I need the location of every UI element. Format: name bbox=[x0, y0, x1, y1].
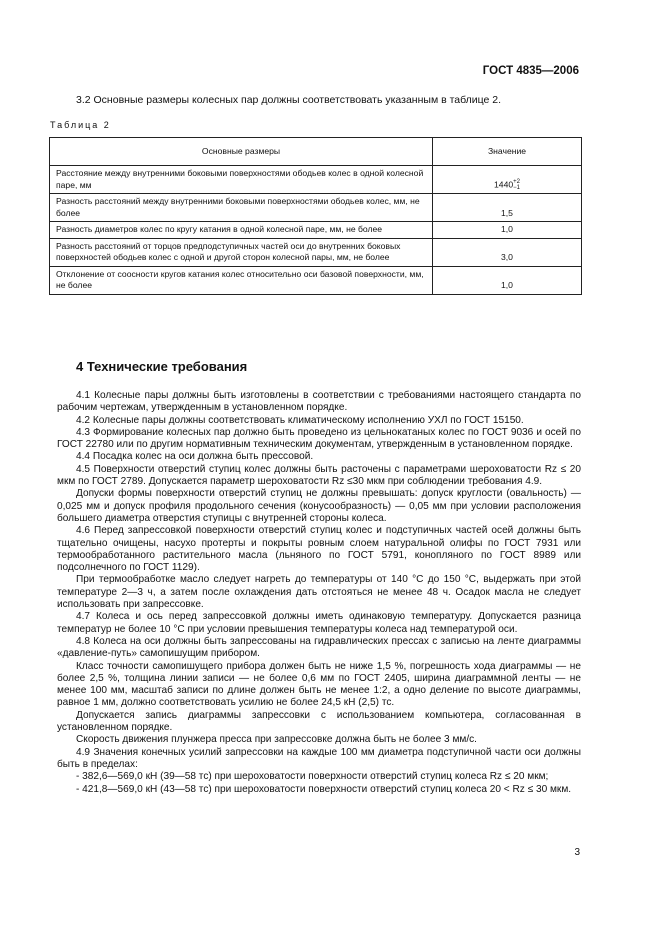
paragraph: Класс точности самопишущего прибора должен быть не ниже 1,5 %, погрешность хода диаграммы — не более 2,5 %, толщина линии записи — не более 0,6 мм по ГОСТ 2405, ширина диаграммной ленты — не менее 100 мм, масштаб записи по длине должен быть не менее 1:2, а одно деление по высоте диаграммы, равное 1 мм, должно соответствовать усилию не более 24,5 кН (2,5) тс. bbox=[57, 660, 581, 709]
table-row bbox=[50, 166, 582, 194]
paragraph: Допускается запись диаграммы запрессовки с использованием компьютера, согласованная в установленном порядке. bbox=[57, 709, 581, 734]
table-title: Таблица 2 bbox=[50, 120, 111, 130]
table-header-value: Значение bbox=[433, 138, 582, 166]
list-item: - 421,8—569,0 кН (43—58 тс) при шероховатости поверхности отверстий ступиц колеса 20 < Rz ≤ 30 мкм. bbox=[76, 783, 572, 795]
paragraph: 4.4 Посадка колес на оси должна быть прессовой. bbox=[76, 451, 314, 463]
page-number: 3 bbox=[574, 847, 580, 858]
table-cell-parameter: Разность диаметров колес по кругу катания в одной колесной паре, мм, не более bbox=[50, 222, 433, 239]
value-number: 1440 bbox=[494, 179, 514, 190]
paragraph: При термообработке масло следует нагреть до температуры от 140 °С до 150 °С, выдержать при этой температуре 2—3 ч, а затем после охлаждения дать отстояться не менее 48 ч. Осадок масла не следует использовать при запрессовке. bbox=[57, 574, 581, 611]
tolerance bbox=[513, 179, 520, 191]
table-cell-value: 3,0 bbox=[433, 238, 582, 266]
table-cell-parameter: Разность расстояний от торцов предподступичных частей оси до внутренних боковых поверхностей ободьев колес с одной и другой сторон колесной пары, мм, не более bbox=[50, 238, 433, 266]
table-row bbox=[50, 238, 582, 266]
paragraph: Допуски формы поверхности отверстий ступиц не должны превышать: допуск круглости (овальность) — 0,025 мм и допуск профиля продольного сечения (конусообразность) — 0,05 мм при условии расположения большего диаметра отверстия ступицы с внутренней стороны колеса. bbox=[57, 488, 581, 524]
paragraph: 4.1 Колесные пары должны быть изготовлены в соответствии с требованиями настоящего стандарта по рабочим чертежам, утвержденным в установленном порядке. bbox=[57, 390, 581, 414]
table-cell-value: 1,5 bbox=[433, 194, 582, 222]
table-row bbox=[50, 194, 582, 222]
table-cell-value bbox=[433, 166, 582, 194]
table-cell-parameter: Разность расстояний между внутренними боковыми поверхностями ободьев колес, мм, не более bbox=[50, 194, 433, 222]
list-item: - 382,6—569,0 кН (39—58 тс) при шероховатости поверхности отверстий ступиц колеса Rz ≤ 20 мкм; bbox=[76, 771, 549, 783]
paragraph: Скорость движения плунжера пресса при запрессовке должна быть не более 3 мм/с. bbox=[76, 734, 477, 746]
table-cell-value: 1,0 bbox=[433, 266, 582, 294]
table-cell-parameter: Расстояние между внутренними боковыми поверхностями ободьев колес в одной колесной паре, мм bbox=[50, 166, 433, 194]
table-row bbox=[50, 222, 582, 239]
section-body bbox=[57, 390, 581, 796]
table-header-row bbox=[50, 138, 582, 166]
paragraph: 4.2 Колесные пары должны соответствовать климатическому исполнению УХЛ по ГОСТ 15150. bbox=[76, 414, 524, 426]
paragraph: 4.6 Перед запрессовкой поверхности отверстий ступиц колес и подступичных частей осей должны быть тщательно очищены, насухо протерты и покрыты ровным слоем натуральной олифы по ГОСТ 7931 или термообработанного растительного масла (льняного по ГОСТ 5791, конопляного по ГОСТ 8989 или подсолнечного по ГОСТ 1129). bbox=[57, 525, 581, 574]
table-cell-parameter: Отклонение от соосности кругов катания колес относительно оси базовой поверхности, мм, не более bbox=[50, 266, 433, 294]
table-cell-value: 1,0 bbox=[433, 222, 582, 239]
paragraph: 4.5 Поверхности отверстий ступиц колес должны быть расточены с параметрами шероховатости Rz ≤ 20 мкм по ГОСТ 2789. Допускается параметр шероховатости Rz ≤30 мкм при соблюдении требования 4.9. bbox=[57, 463, 581, 488]
paragraph: 4.9 Значения конечных усилий запрессовки на каждые 100 мм диаметра подступичной части оси должны быть в пределах: bbox=[57, 746, 581, 770]
paragraph: 4.3 Формирование колесных пар должно быть проведено из цельнокатаных колес по ГОСТ 9036 и осей по ГОСТ 22780 или по другим нормативным техническим документам, утвержденным в установленном порядке. bbox=[57, 426, 581, 451]
table-header-parameter: Основные размеры bbox=[50, 138, 433, 166]
paragraph: 4.8 Колеса на оси должны быть запрессованы на гидравлических прессах с записью на ленте диаграммы «давление-путь» самопишущим прибором. bbox=[57, 635, 581, 660]
dimensions-table bbox=[49, 137, 582, 295]
paragraph: 4.7 Колеса и ось перед запрессовкой должны иметь одинаковую температуру. Допускается разница температур не более 10 °С при условии превышения температуры колеса над температурой оси. bbox=[57, 611, 581, 635]
section-title: 4 Технические требования bbox=[76, 359, 248, 374]
standard-code: ГОСТ 4835—2006 bbox=[482, 65, 579, 77]
tolerance-lower: −1 bbox=[513, 185, 520, 191]
table-row bbox=[50, 266, 582, 294]
intro-paragraph: 3.2 Основные размеры колесных пар должны соответствовать указанным в таблице 2. bbox=[76, 94, 502, 106]
tolerance-upper: +2 bbox=[513, 179, 520, 185]
